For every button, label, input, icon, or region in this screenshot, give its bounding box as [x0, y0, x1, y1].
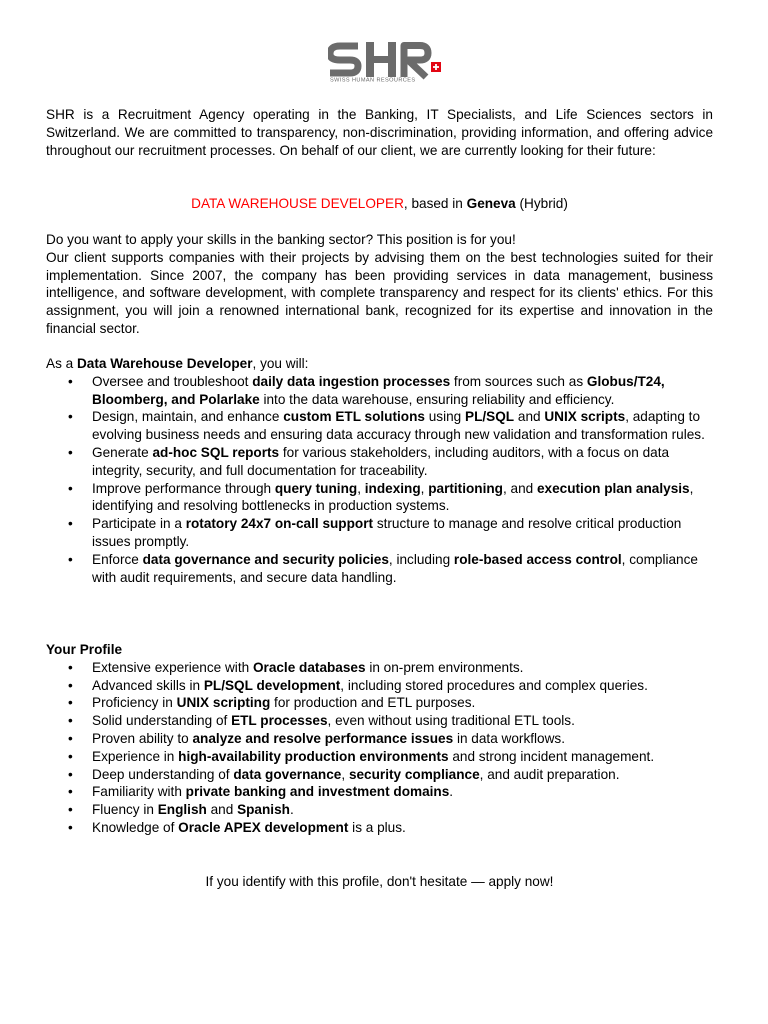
list-item-text: Proven ability to	[92, 730, 193, 746]
position-title-line	[46, 195, 713, 213]
list-item-emphasis: Oracle databases	[252, 659, 366, 675]
closing-call-to-action: If you identify with this profile, don't hesitate — apply now!	[205, 874, 554, 889]
list-item-text: , adapting to evolving business needs and ensuring data accuracy through new validation and transformation rules.	[92, 409, 705, 443]
list-item	[46, 480, 713, 516]
list-item-emphasis: PL/SQL development	[203, 677, 341, 693]
list-item-text: , even without using traditional ETL tools.	[327, 713, 575, 729]
list-item-emphasis: ad-hoc SQL reports	[152, 444, 280, 460]
list-item-text: Proficiency in	[92, 695, 177, 711]
list-item-emphasis: indexing	[364, 480, 421, 496]
list-item	[46, 551, 713, 587]
bullet-icon: •	[68, 766, 73, 782]
list-item-text: .	[449, 784, 454, 800]
list-item-emphasis: custom ETL solutions	[283, 409, 425, 425]
list-item-text: Oversee and troubleshoot	[92, 373, 253, 389]
list-item	[46, 694, 713, 712]
list-item-text: ,	[357, 480, 365, 496]
list-item-text: , compliance with audit requirements, and secure data handling.	[92, 551, 698, 585]
list-item-text: and strong incident management.	[448, 748, 655, 764]
list-item	[46, 819, 713, 837]
list-item	[46, 783, 713, 801]
about-section	[46, 231, 713, 338]
list-item-emphasis: security compliance	[348, 766, 480, 782]
list-item-emphasis: data governance	[233, 766, 342, 782]
bullet-icon: •	[68, 677, 73, 693]
list-item-text: Extensive experience with	[92, 659, 253, 675]
list-item-text: Generate	[92, 444, 153, 460]
bullet-icon: •	[68, 802, 73, 818]
about-question: Do you want to apply your skills in the banking sector? This position is for you!	[46, 232, 516, 247]
shr-logo-graphic	[328, 40, 444, 82]
bullet-icon: •	[68, 730, 73, 746]
list-item-text: Experience in	[92, 748, 179, 764]
list-item	[46, 659, 713, 677]
profile-heading: Your Profile	[46, 642, 123, 657]
bullet-icon: •	[68, 444, 73, 460]
list-item	[46, 748, 713, 766]
list-item	[46, 712, 713, 730]
list-item-text: , and audit preparation.	[479, 766, 620, 782]
list-item-emphasis: Globus/T24, Bloomberg, and Polarlake	[92, 373, 665, 407]
list-item-emphasis: UNIX scripts	[544, 409, 626, 425]
list-item-text: ,	[420, 480, 429, 496]
list-item-text: , and	[502, 480, 537, 496]
list-item-emphasis: analyze and resolve performance issues	[192, 730, 454, 746]
list-item-text: in data workflows.	[453, 730, 565, 746]
list-item-emphasis: execution plan analysis	[536, 480, 690, 496]
list-item-emphasis: PL/SQL	[465, 409, 515, 425]
list-item	[46, 766, 713, 784]
responsibilities-list	[46, 373, 713, 587]
bullet-icon: •	[68, 516, 73, 532]
list-item-emphasis: ETL processes	[231, 713, 328, 729]
lead-suffix: , you will:	[252, 356, 309, 371]
bullet-icon: •	[68, 659, 73, 675]
list-item-text: Fluency in	[92, 802, 158, 818]
bullet-icon: •	[68, 480, 73, 496]
list-item-text: structure to manage and resolve critical production issues promptly.	[92, 516, 682, 549]
profile-list	[46, 659, 713, 837]
profile-section	[46, 641, 713, 837]
list-item	[46, 801, 713, 819]
list-item-text: into the data warehouse, ensuring reliability and efficiency.	[259, 391, 615, 407]
bullet-icon: •	[68, 784, 73, 800]
list-item-emphasis: daily data ingestion processes	[252, 373, 451, 389]
list-item-emphasis: private banking and investment domains	[185, 784, 450, 800]
list-item-emphasis: data governance and security policies	[142, 551, 389, 567]
list-item-text: , including	[388, 551, 454, 567]
list-item-text: in on-prem environments.	[365, 659, 524, 675]
list-item-text: and	[206, 802, 238, 818]
lead-role: Data Warehouse Developer	[76, 356, 253, 371]
list-item-text: using	[424, 409, 466, 425]
list-item-text: Knowledge of	[92, 819, 179, 835]
list-item-text: Deep understanding of	[92, 766, 234, 782]
responsibilities-section	[46, 355, 713, 586]
list-item-emphasis: query tuning	[274, 480, 358, 496]
list-item-text: .	[289, 802, 294, 818]
bullet-icon: •	[68, 713, 73, 729]
based-in-text: , based in	[403, 196, 467, 211]
list-item-emphasis: high-availability production environments	[178, 748, 449, 764]
bullet-icon: •	[68, 748, 73, 764]
list-item-text: Improve performance through	[92, 480, 275, 496]
bullet-icon: •	[68, 373, 73, 389]
list-item-emphasis: Spanish	[237, 802, 290, 818]
list-item-emphasis: role-based access control	[453, 551, 622, 567]
bullet-icon: •	[68, 819, 73, 835]
list-item-text: , identifying and resolving bottlenecks in production systems.	[92, 480, 694, 514]
list-item	[46, 408, 713, 444]
list-item-text: Advanced skills in	[92, 677, 204, 693]
work-mode: (Hybrid)	[515, 196, 568, 211]
shr-logo	[328, 40, 444, 82]
list-item-emphasis: English	[157, 802, 207, 818]
intro-paragraph: SHR is a Recruitment Agency operating in the Banking, IT Specialists, and Life Sciences sectors in Switzerland. We are committed to transparency, non-discrimination, providing information, and offering advice throughout our recruitment processes. On behalf of our client, we are currently looking for their future:	[46, 107, 713, 158]
list-item-emphasis: partitioning	[428, 480, 503, 496]
list-item-emphasis: UNIX scripting	[176, 695, 271, 711]
list-item-text: is a plus.	[348, 819, 406, 835]
about-description: Our client supports companies with their projects by advising them on the best technologies suited for their implementation. Since 2007, the company has been providing services in data management, business intelligence, and software development, with complete transparency and respect for its clients' ethics. For this assignment, you will join a renowned international bank, recognized for its expertise and innovation in the financial sector.	[46, 249, 713, 336]
list-item-text: and	[514, 409, 545, 425]
list-item-text: ,	[341, 766, 349, 782]
lead-prefix: As a	[46, 356, 77, 371]
list-item-text: for various stakeholders, including auditors, with a focus on data integrity, security, and full documentation for traceability.	[92, 444, 670, 478]
bullet-icon: •	[68, 551, 73, 567]
bullet-icon: •	[68, 695, 73, 711]
list-item	[46, 444, 713, 480]
list-item	[46, 515, 713, 551]
logo-tagline: SWISS HUMAN RESOURCES	[330, 77, 416, 82]
list-item-text: Participate in a	[92, 516, 186, 532]
list-item	[46, 677, 713, 695]
list-item-text: from sources such as	[450, 373, 587, 389]
job-title: DATA WAREHOUSE DEVELOPER	[191, 196, 404, 211]
responsibilities-lead	[46, 355, 713, 373]
list-item-text: Design, maintain, and enhance	[92, 409, 284, 425]
bullet-icon: •	[68, 409, 73, 425]
list-item	[46, 730, 713, 748]
list-item-emphasis: rotatory 24x7 on-call support	[185, 516, 374, 532]
list-item-emphasis: Oracle APEX development	[178, 819, 349, 835]
job-location: Geneva	[466, 196, 516, 211]
list-item-text: Familiarity with	[92, 784, 186, 800]
list-item-text: , including stored procedures and complex queries.	[340, 677, 648, 693]
list-item	[46, 373, 713, 409]
list-item-text: Enforce	[92, 551, 143, 567]
list-item-text: Solid understanding of	[92, 713, 232, 729]
list-item-text: for production and ETL purposes.	[270, 695, 476, 711]
